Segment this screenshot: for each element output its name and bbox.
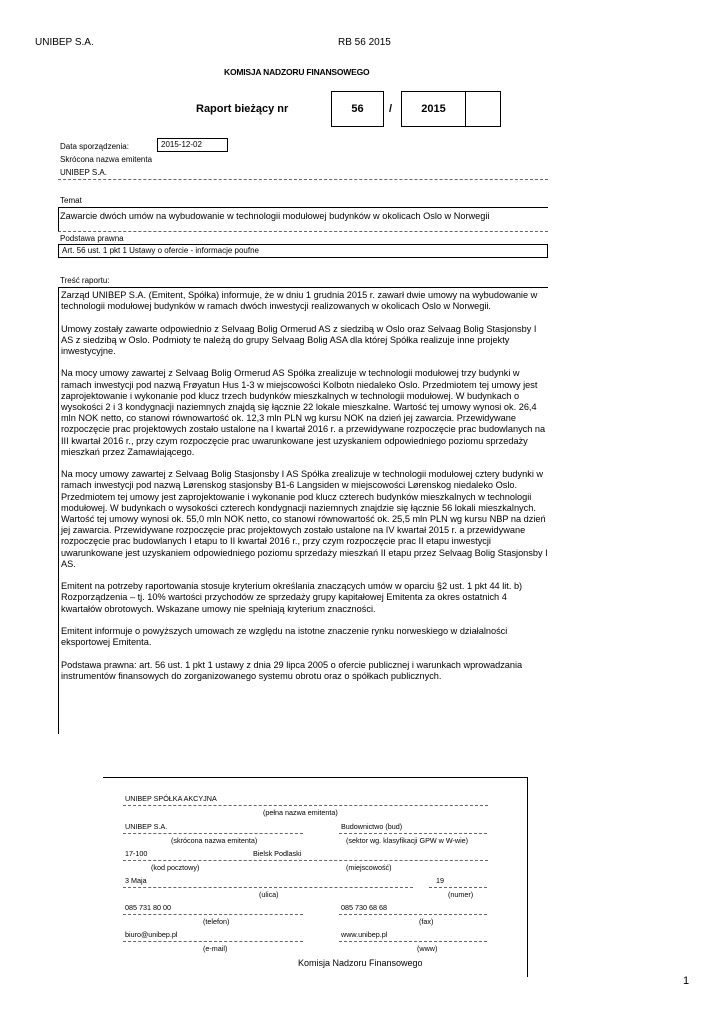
number-value: 19 — [436, 876, 444, 885]
page-number: 1 — [683, 975, 690, 987]
postal-code-value: 17-100 — [125, 849, 148, 858]
legal-basis-value: Art. 56 ust. 1 pkt 1 Ustawy o ofercie - informacje poufne — [62, 246, 259, 255]
divider — [58, 179, 548, 180]
content-paragraph: Umowy zostały zawarte odpowiednio z Selvaag Bolig Ormerud AS z siedzibą w Oslo oraz Selvaag Bolig Stasjonsby I AS z siedzibą w Oslo. Podmioty te należą do grupy Selvaag Bolig ASA dla której Spółka realizuje inne projekty inwestycyjne. — [61, 323, 537, 356]
fax-label: (fax) — [419, 917, 434, 926]
form-line — [123, 833, 303, 834]
report-content — [58, 287, 548, 734]
report-number-box — [331, 91, 384, 127]
content-paragraph: Podstawa prawna: art. 56 ust. 1 pkt 1 ustawy z dnia 29 lipca 2005 o ofercie publicznej i warunkach wprowadzania instrumentów finansowych do zorganizowanego systemu obrotu oraz o spółkach publicznych. — [61, 659, 523, 681]
content-paragraph: Na mocy umowy zawartej z Selvaag Bolig Ormerud AS Spółka zrealizuje w technologii modułowej trzy budynki w ramach inwestycji pod nazwą Frøyatun Hus 1-3 w miejscowości Kolbotn niedaleko Oslo. Przedmiotem tej umowy jest zaprojektowanie i wykonanie pod klucz trzech budynków mieszkalnych w technologii modułowej. W budynkach o wysokości 2 i 3 kondygnacji naziemnych znajdą się łącznie 22 lokale mieszkalne. Wartość tej umowy wynosi ok. 26,4 mln NOK netto, co stanowi równowartość ok. 12,3 mln PLN wg kursu NOK na dzień jej zawarcia. Przewidywane rozpoczęcie prac projektowych zostało ustalone na I kwartał 2016 r. a przewidywane rozpoczęcie prac budowlanych na III kwartał 2016 r., przy czym rozpoczęcie prac uwarunkowane jest uzyskaniem odpowiedniego poziomu sprzedaży mieszkań przez Zamawiającego. — [61, 368, 546, 457]
report-separator: / — [389, 103, 393, 115]
form-line — [339, 833, 487, 834]
date-value: 2015-12-02 — [161, 140, 202, 149]
email-value: biuro@unibep.pl — [125, 930, 178, 939]
short-name-value: UNIBEP S.A. — [60, 168, 107, 177]
header-company: UNIBEP S.A. — [35, 37, 94, 48]
form-line — [429, 887, 487, 888]
report-number: 56 — [351, 103, 364, 115]
form-line — [339, 914, 487, 915]
city-value: Bielsk Podlaski — [253, 849, 302, 858]
content-paragraph: Emitent na potrzeby raportowania stosuje kryterium określania znaczących umów w oparciu §2 ust. 1 pkt 44 lit. b) Rozporządzenia – tj. 10% wartości przychodów ze sprzedaży grupy kapitałowej Emitenta za okres ostatnich 4 kwartałów obrotowych. Wskazane umowy nie spełniają kryterium znaczności. — [61, 581, 523, 614]
phone-value: 085 731 80 00 — [125, 903, 171, 912]
city-label: (miejscowość) — [346, 863, 392, 872]
legal-basis-label: Podstawa prawna — [60, 234, 124, 243]
topic-left-line — [58, 207, 59, 231]
form-line — [123, 887, 413, 888]
content-label: Treść raportu: — [60, 276, 110, 285]
form-line — [123, 805, 488, 806]
street-value: 3 Maja — [125, 876, 147, 885]
street-label: (ulica) — [259, 890, 279, 899]
www-value: www.unibep.pl — [341, 930, 388, 939]
www-label: (www) — [417, 944, 438, 953]
full-name-label: (pełna nazwa emitenta) — [263, 808, 338, 817]
topic-bottom-line — [58, 231, 548, 232]
date-label: Data sporządzenia: — [60, 142, 129, 151]
topic-top-line — [58, 207, 548, 208]
page-title: KOMISJA NADZORU FINANSOWEGO — [224, 67, 370, 77]
legal-basis-field — [58, 244, 548, 258]
footer-commission: Komisja Nadzoru Finansowego — [298, 958, 423, 968]
form-line — [123, 860, 488, 861]
report-year-box — [401, 91, 466, 127]
phone-label: (telefon) — [203, 917, 230, 926]
postal-code-label: (kod pocztowy) — [151, 863, 200, 872]
sector-value: Budownictwo (bud) — [341, 822, 403, 831]
header-report-ref: RB 56 2015 — [338, 37, 391, 48]
email-label: (e-mail) — [203, 944, 228, 953]
content-paragraph: Na mocy umowy zawartej z Selvaag Bolig Stasjonsby I AS Spółka zrealizuje w technologii modułowej cztery budynki w ramach inwestycji pod nazwą Lørenskog stasjonsby B1-6 Langsiden w miejscowości Lørenskog niedaleko Oslo. Przedmiotem tej umowy jest zaprojektowanie i wykonanie pod klucz czterech budynków mieszkalnych w technologii modułowej. W budynkach o wysokości czterech kondygnacji naziemnych znajdzie się łącznie 56 lokali mieszkalnych. Wartość tej umowy wynosi ok. 55,0 mln NOK netto, co stanowi równowartość ok. 25,5 mln PLN wg kursu NBP na dzień jej zawarcia. Przewidywane rozpoczęcie prac projektowych zostało ustalone na IV kwartał 2015 r. a przewidywane rozpoczęcie prac budowlanych I etapu to II kwartał 2016 r., przy czym rozpoczęcie prac II etapu inwestycji uwarunkowane jest uzyskaniem odpowiedniego poziomu sprzedaży mieszkań II etapu przez Selvaag Bolig Stasjonsby I AS. — [61, 469, 548, 569]
fax-value: 085 730 68 68 — [341, 903, 387, 912]
sector-label: (sektor wg. klasyfikacji GPW w W-wie) — [346, 836, 469, 845]
full-name-value: UNIBEP SPÓŁKA AKCYJNA — [125, 794, 217, 803]
topic-label: Temat — [60, 196, 82, 205]
date-field — [157, 138, 228, 152]
content-paragraph: Zarząd UNIBEP S.A. (Emitent, Spółka) informuje, że w dniu 1 grudnia 2015 r. zawarł dwie umowy na wybudowanie w technologii modułowej budynków w ramach dwóch inwestycji realizowanych w okolicach Oslo w Norwegii. — [61, 290, 538, 312]
form-line — [123, 941, 303, 942]
report-label: Raport bieżący nr — [196, 103, 289, 115]
form-line — [123, 914, 303, 915]
report-extra-box — [465, 91, 501, 127]
short-name-label: Skrócona nazwa emitenta — [60, 155, 153, 164]
report-year: 2015 — [421, 103, 446, 115]
short-name-form-label: (skrócona nazwa emitenta) — [171, 836, 258, 845]
company-info-form — [103, 777, 528, 977]
form-line — [339, 941, 487, 942]
number-label: (numer) — [448, 890, 474, 899]
short-name-form-value: UNIBEP S.A. — [125, 822, 168, 831]
topic-value: Zawarcie dwóch umów na wybudowanie w technologii modułowej budynków w okolicach Oslo w Norwegii — [60, 211, 490, 221]
content-paragraph: Emitent informuje o powyższych umowach ze względu na istotne znaczenie rynku norweskiego w działalności eksportowej Emitenta. — [61, 626, 508, 648]
